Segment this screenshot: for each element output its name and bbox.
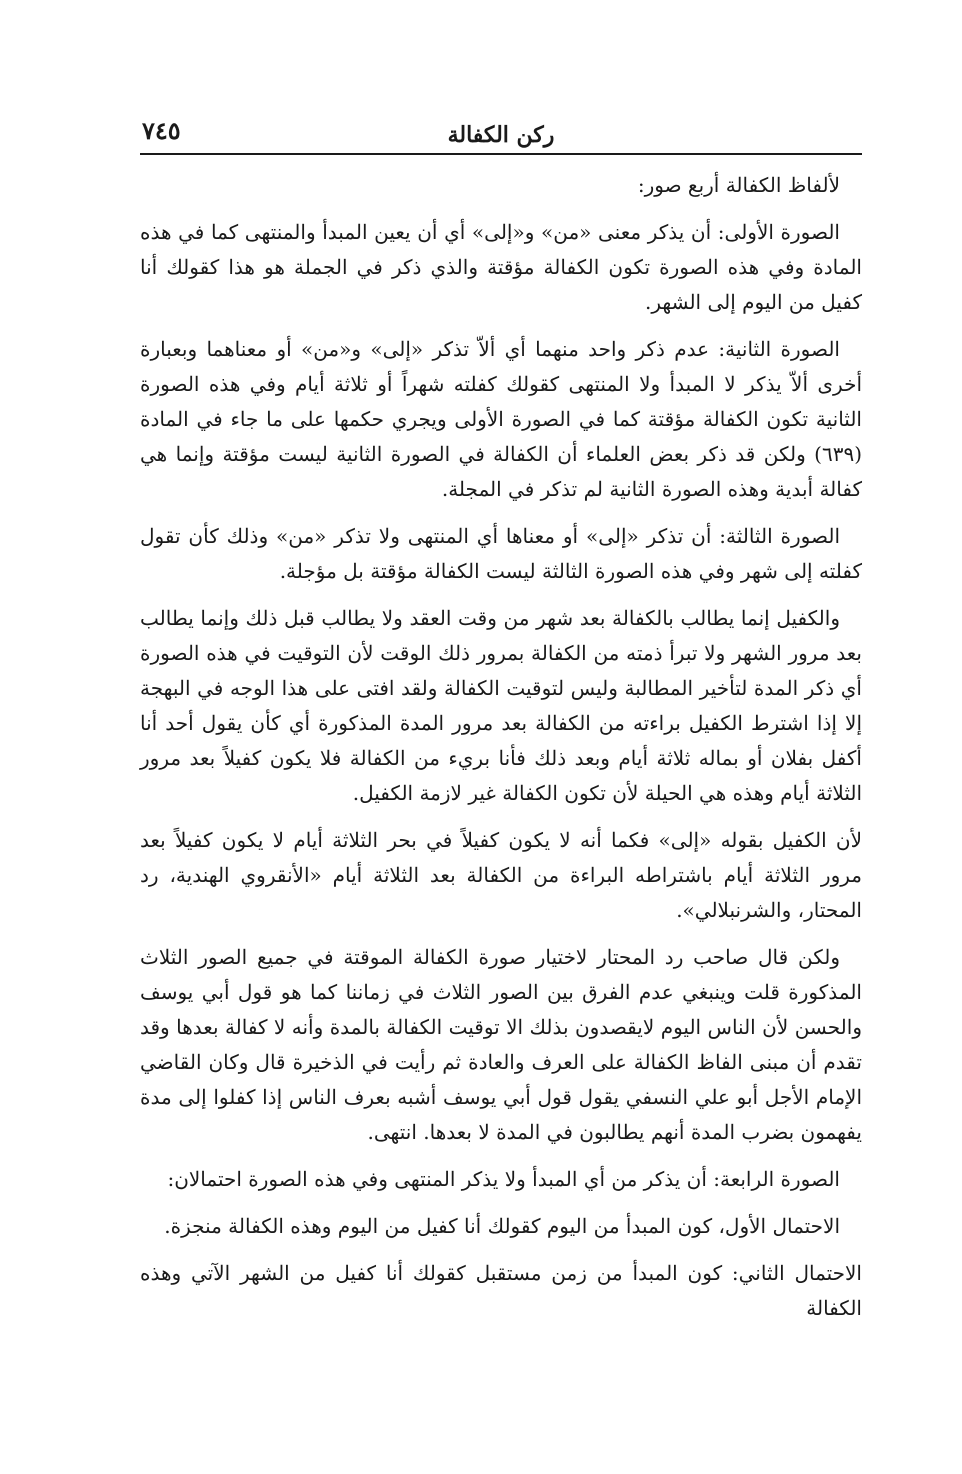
paragraph: الصورة الثالثة: أن تذكر «إلى» أو معناها أي المنتهى ولا تذكر «من» وذلك كأن تقول كفلته إلى شهر وفي هذه الصورة الثالثة ليست الكفالة مؤقتة بل مؤجلة.	[140, 524, 862, 583]
running-title: ركن الكفالة	[447, 122, 555, 148]
page-header	[140, 112, 862, 152]
paragraph: الاحتمال الثاني: كون المبدأ من زمن مستقبل كقولك أنا كفيل من الشهر الآتي وهذه الكفالة	[140, 1261, 862, 1320]
body-text	[140, 168, 862, 1338]
paragraph: لألفاظ الكفالة أربع صور:	[637, 173, 840, 197]
paragraph: الاحتمال الأول، كون المبدأ من اليوم كقولك أنا كفيل من اليوم وهذه الكفالة منجزة.	[164, 1214, 840, 1238]
page-number: ٧٤٥	[142, 116, 181, 145]
paragraph: الصورة الثانية: عدم ذكر واحد منهما أي ألاّ تذكر «إلى» و«من» أو معناهما وبعبارة أخرى ألاّ يذكر لا المبدأ ولا المنتهى كقولك كفلته شهراً أو ثلاثة أيام وفي هذه الصورة الثانية تكون الكفالة مؤقتة كما في الصورة الأولى ويجري حكمها على ما جاء في المادة (٦٣٩) ولكن قد ذكر بعض العلماء أن الكفالة في الصورة الثانية ليست مؤقتة وإنما هي كفالة أبدية وهذه الصورة الثانية لم تذكر في المجلة.	[140, 337, 862, 501]
paragraph: الصورة الأولى: أن يذكر معنى «من» و«إلى» أي أن يعين المبدأ والمنتهى كما في هذه المادة وفي هذه الصورة تكون الكفالة مؤقتة والذي ذكر في الجملة هو هذا كقولك أنا كفيل من اليوم إلى الشهر.	[140, 220, 862, 314]
paragraph: والكفيل إنما يطالب بالكفالة بعد شهر من وقت العقد ولا يطالب قبل ذلك وإنما يطالب بعد مرور الشهر ولا تبرأ ذمته من الكفالة بمرور ذلك الوقت لأن التوقيت في هذه الصورة أي ذكر المدة لتأخير المطالبة وليس لتوقيت الكفالة ولقد افتى على هذا الوجه في البهجة إلا إذا اشترط الكفيل براءته من الكفالة بعد مرور المدة المذكورة أي كأن يقول أحد أنا أكفل بفلان أو بماله ثلاثة أيام وبعد ذلك فأنا بريء من الكفالة فلا يكون كفيلاً بعد مرور الثلاثة أيام وهذه هي الحيلة لأن تكون الكفالة غير لازمة الكفيل.	[140, 606, 862, 805]
paragraph: ولكن قال صاحب رد المحتار لاختيار صورة الكفالة الموقتة في جميع الصور الثلاث المذكورة قلت وينبغي عدم الفرق بين الصور الثلاث في زماننا كما هو قول أبي يوسف والحسن لأن الناس اليوم لايقصدون بذلك الا توقيت الكفالة بالمدة وأنه لا كفالة بعدها وقد تقدم أن مبنى الفاظ الكفالة على العرف والعادة ثم رأيت في الذخيرة قال وكان القاضي الإمام الأجل أبو علي النسفي يقول قول أبي يوسف أشبه بعرف الناس إذا كفلوا إلى مدة يفهمون بضرب المدة أنهم يطالبون في المدة لا بعدها. انتهى.	[140, 945, 862, 1144]
paragraph: الصورة الرابعة: أن يذكر من أي المبدأ ولا يذكر المنتهى وفي هذه الصورة احتمالان:	[167, 1167, 840, 1191]
header-rule	[140, 153, 862, 155]
paragraph: لأن الكفيل بقوله «إلى» فكما أنه لا يكون كفيلاً في بحر الثلاثة أيام لا يكون كفيلاً بعد مرور الثلاثة أيام باشتراطه البراءة من الكفالة بعد الثلاثة أيام «الأنقروي الهندية، رد المحتار، والشرنبلالي».	[140, 828, 862, 922]
